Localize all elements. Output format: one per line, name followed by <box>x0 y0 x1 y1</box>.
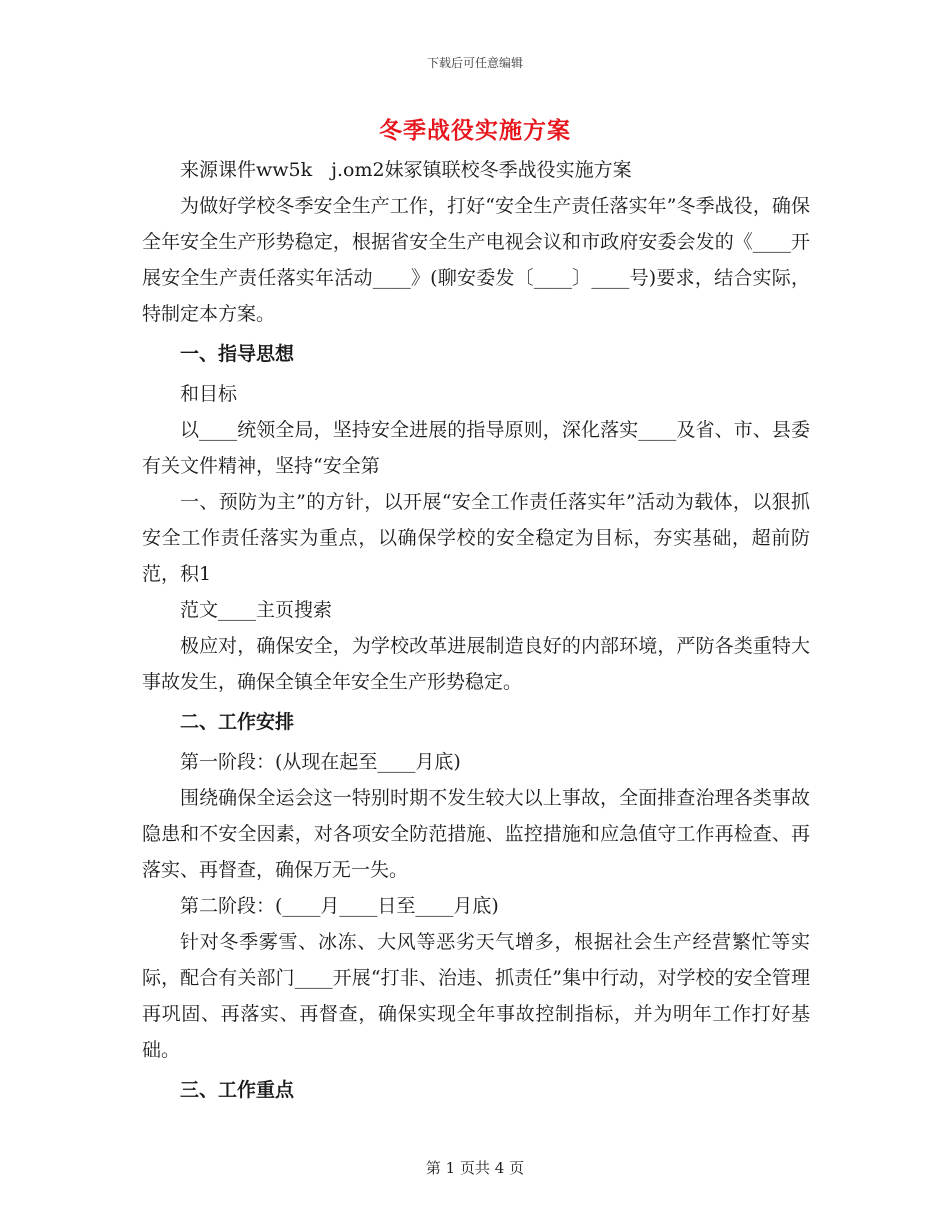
paragraph: 一、预防为主”的方针，以开展“安全工作责任落实年”活动为载体，以狠抓安全工作责任落实为重点，以确保学校的安全稳定为目标，夯实基础，超前防范，积1 <box>142 491 810 585</box>
document-title: 冬季战役实施方案 <box>379 117 571 144</box>
paragraph: 针对冬季雾雪、冰冻、大风等恶劣天气增多，根据社会生产经营繁忙等实际，配合有关部门____开展“打非、治违、抓责任”集中行动，对学校的安全管理再巩固、再落实、再督查，确保实现全年事故控制指标，并为明年工作打好基础。 <box>142 931 810 1061</box>
paragraph: 以____统领全局，坚持安全进展的指导原则，深化落实____及省、市、县委有关文件精神，坚持“安全第 <box>142 419 810 477</box>
paragraph: 来源课件ww5k j.om2妹冢镇联校冬季战役实施方案 <box>180 159 632 181</box>
section-heading: 二、工作安排 <box>180 711 295 733</box>
section-heading: 一、指导思想 <box>180 343 295 365</box>
paragraph: 第一阶段：(从现在起至____月底) <box>180 751 461 773</box>
paragraph: 极应对，确保安全，为学校改革进展制造良好的内部环境，严防各类重特大事故发生，确保全镇全年安全生产形势稳定。 <box>142 635 810 693</box>
header-note: 下载后可任意编辑 <box>426 56 523 70</box>
paragraph: 第二阶段：(____月____日至____月底) <box>180 895 499 917</box>
document-body <box>142 152 810 1112</box>
page-number: 第 1 页共 4 页 <box>425 1159 525 1177</box>
paragraph: 围绕确保全运会这一特别时期不发生较大以上事故，全面排查治理各类事故隐患和不安全因素，对各项安全防范措施、监控措施和应急值守工作再检查、再落实、再督查，确保万无一失。 <box>142 787 810 881</box>
section-heading: 三、工作重点 <box>180 1079 295 1101</box>
paragraph: 为做好学校冬季安全生产工作，打好“安全生产责任落实年”冬季战役，确保全年安全生产形势稳定，根据省安全生产电视会议和市政府安委会发的《____开展安全生产责任落实年活动____》(聊安委发〔____〕____号)要求，结合实际，特制定本方案。 <box>142 195 810 325</box>
paragraph: 和目标 <box>180 383 238 405</box>
paragraph: 范文____主页搜索 <box>180 599 333 621</box>
